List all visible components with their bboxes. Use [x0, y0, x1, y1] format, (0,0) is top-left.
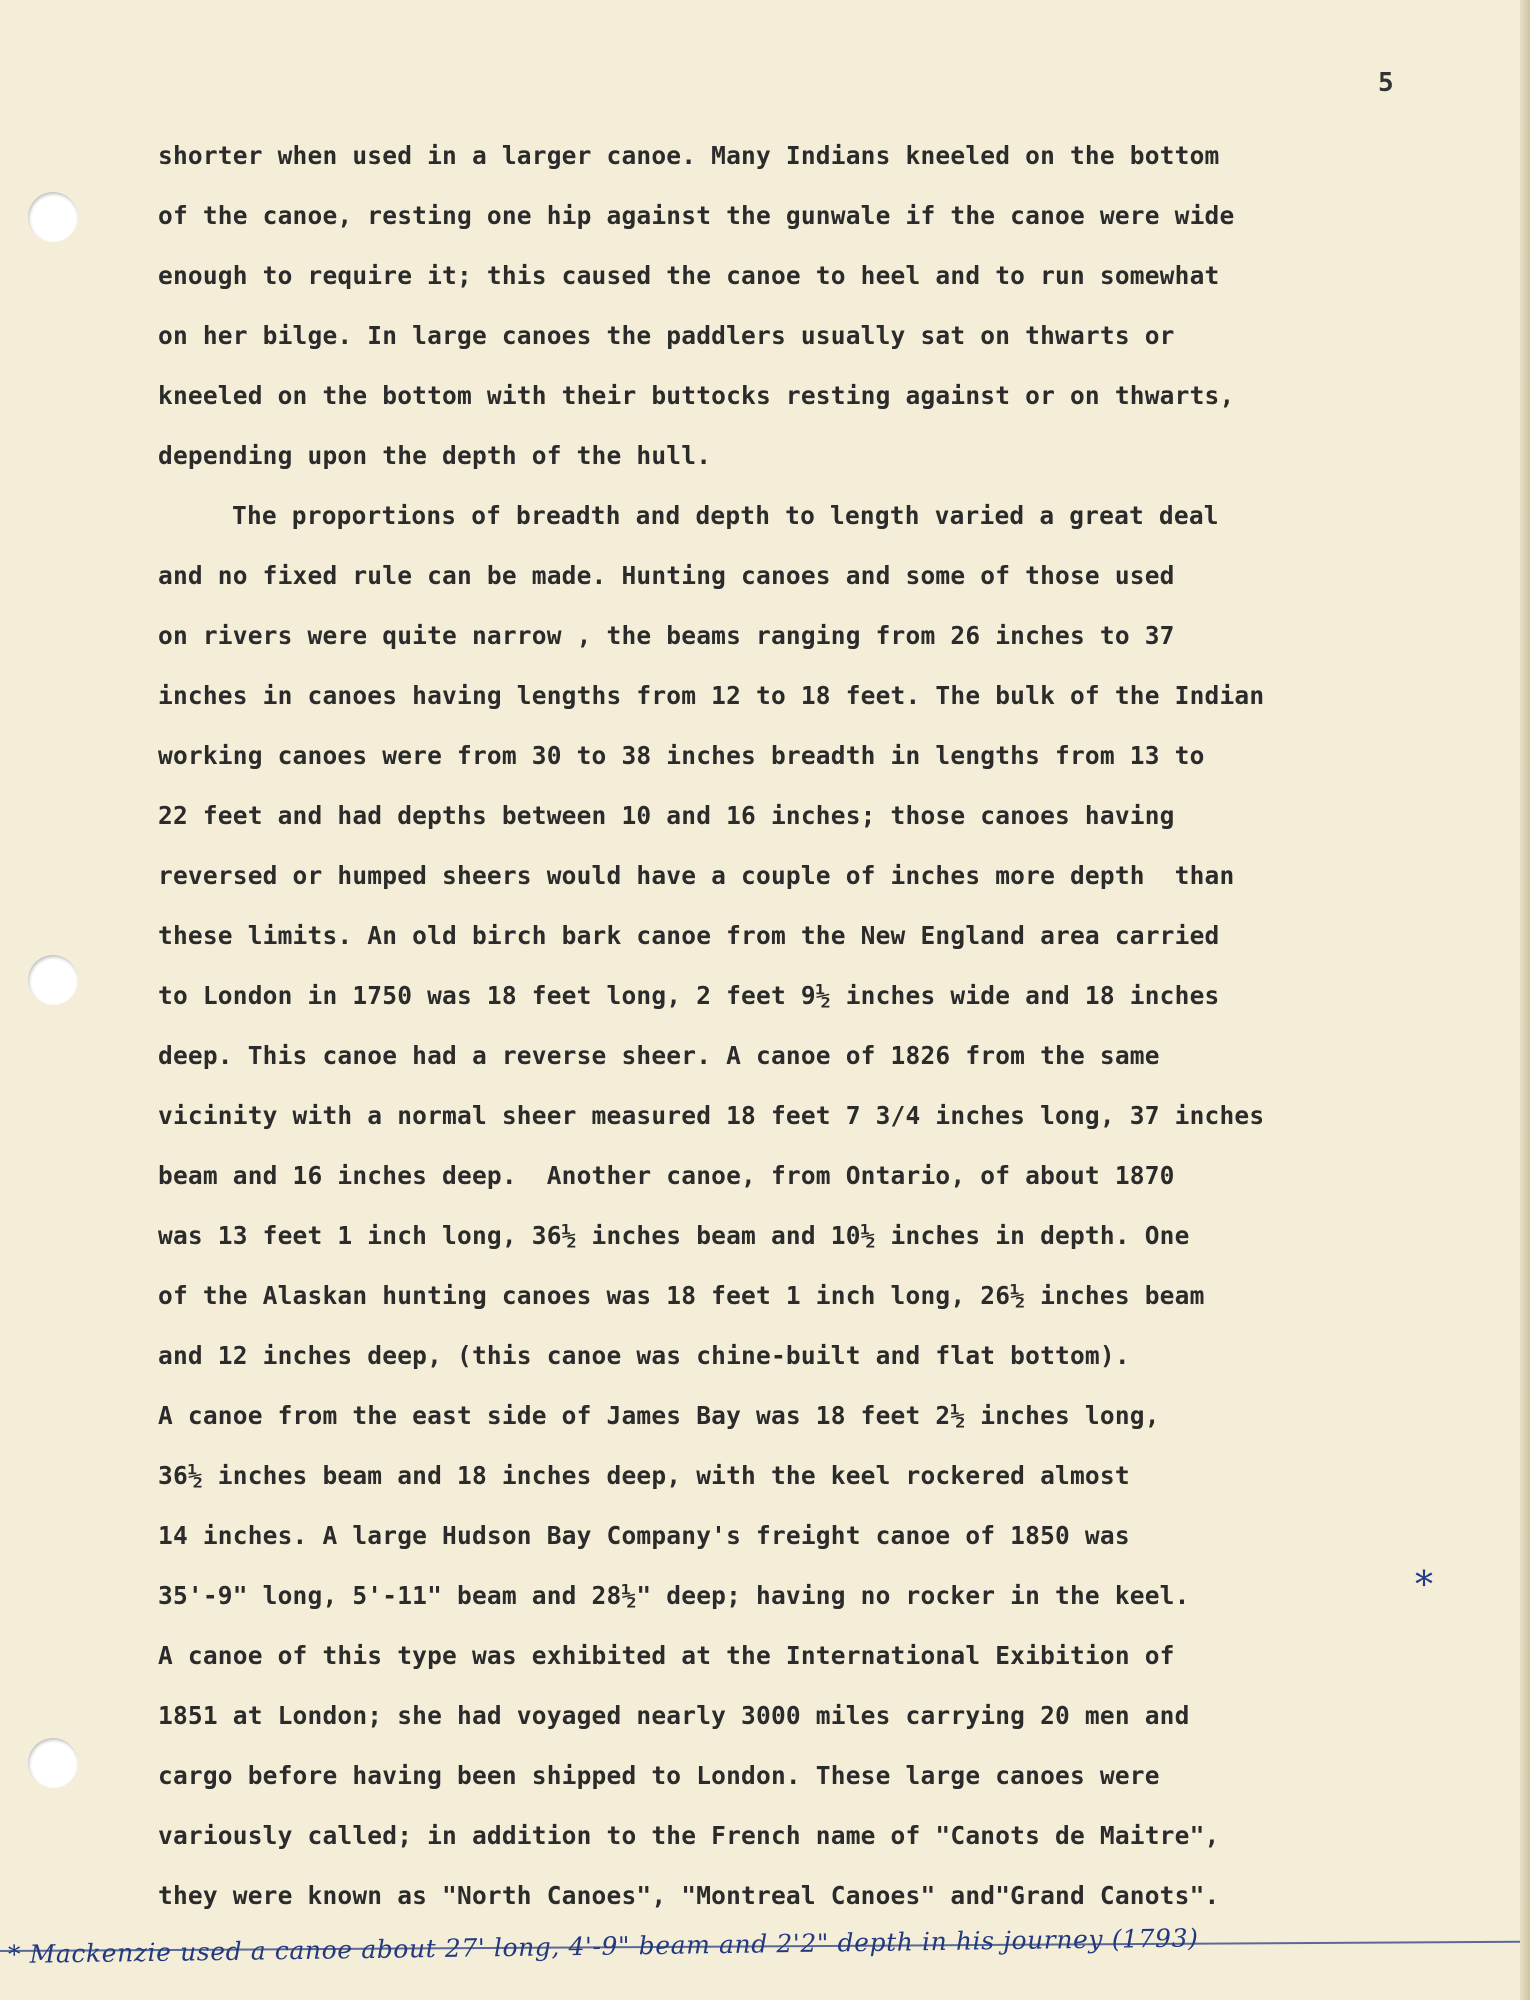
text-line: enough to require it; this caused the canoe to heel and to run somewhat	[158, 261, 1220, 290]
text-line: and 12 inches deep, (this canoe was chine-built and flat bottom).	[158, 1341, 1130, 1370]
text-line: depending upon the depth of the hull.	[158, 441, 712, 470]
punch-hole-bottom	[28, 1738, 78, 1788]
text-line: A canoe from the east side of James Bay was 18 feet 2½ inches long,	[158, 1401, 1160, 1430]
text-line: they were known as "North Canoes", "Montreal Canoes" and"Grand Canots".	[158, 1881, 1220, 1910]
text-line: and no fixed rule can be made. Hunting canoes and some of those used	[158, 561, 1175, 590]
punch-hole-middle	[28, 955, 78, 1005]
text-line: deep. This canoe had a reverse sheer. A canoe of 1826 from the same	[158, 1041, 1160, 1070]
text-line: was 13 feet 1 inch long, 36½ inches beam and 10½ inches in depth. One	[158, 1221, 1190, 1250]
text-line: variously called; in addition to the French name of "Canots de Maitre",	[158, 1821, 1220, 1850]
text-line: cargo before having been shipped to London. These large canoes were	[158, 1761, 1160, 1790]
text-line: beam and 16 inches deep. Another canoe, from Ontario, of about 1870	[158, 1161, 1175, 1190]
text-line: to London in 1750 was 18 feet long, 2 feet 9½ inches wide and 18 inches	[158, 981, 1220, 1010]
text-line: vicinity with a normal sheer measured 18 feet 7 3/4 inches long, 37 inches	[158, 1101, 1265, 1130]
body-text	[158, 126, 1528, 1926]
handwritten-footnote: * Mackenzie used a canoe about 27' long, 4'-9" beam and 2'2" depth in his journey (1793)	[7, 1923, 1199, 1969]
text-line: A canoe of this type was exhibited at the International Exibition of	[158, 1641, 1175, 1670]
text-line: on rivers were quite narrow , the beams ranging from 26 inches to 37	[158, 621, 1175, 650]
text-line: of the canoe, resting one hip against the gunwale if the canoe were wide	[158, 201, 1235, 230]
text-line: shorter when used in a larger canoe. Many Indians kneeled on the bottom	[158, 141, 1220, 170]
text-line: of the Alaskan hunting canoes was 18 feet 1 inch long, 26½ inches beam	[158, 1281, 1205, 1310]
text-line: 1851 at London; she had voyaged nearly 3000 miles carrying 20 men and	[158, 1701, 1190, 1730]
text-line: inches in canoes having lengths from 12 to 18 feet. The bulk of the Indian	[158, 681, 1265, 710]
text-line: on her bilge. In large canoes the paddlers usually sat on thwarts or	[158, 321, 1175, 350]
text-line: kneeled on the bottom with their buttocks resting against or on thwarts,	[158, 381, 1235, 410]
text-line: working canoes were from 30 to 38 inches breadth in lengths from 13 to	[158, 741, 1205, 770]
text-line: these limits. An old birch bark canoe from the New England area carried	[158, 921, 1220, 950]
page-number: 5	[1378, 68, 1394, 98]
text-line: 36½ inches beam and 18 inches deep, with the keel rockered almost	[158, 1461, 1130, 1490]
footnote-asterisk: *	[1415, 1565, 1433, 1606]
text-line: 14 inches. A large Hudson Bay Company's freight canoe of 1850 was	[158, 1521, 1130, 1550]
text-line: reversed or humped sheers would have a couple of inches more depth than	[158, 861, 1235, 890]
text-line: The proportions of breadth and depth to length varied a great deal	[232, 501, 1219, 530]
punch-hole-top	[28, 192, 78, 242]
text-line: 22 feet and had depths between 10 and 16 inches; those canoes having	[158, 801, 1175, 830]
text-line: 35'-9" long, 5'-11" beam and 28½" deep; having no rocker in the keel.	[158, 1581, 1190, 1610]
